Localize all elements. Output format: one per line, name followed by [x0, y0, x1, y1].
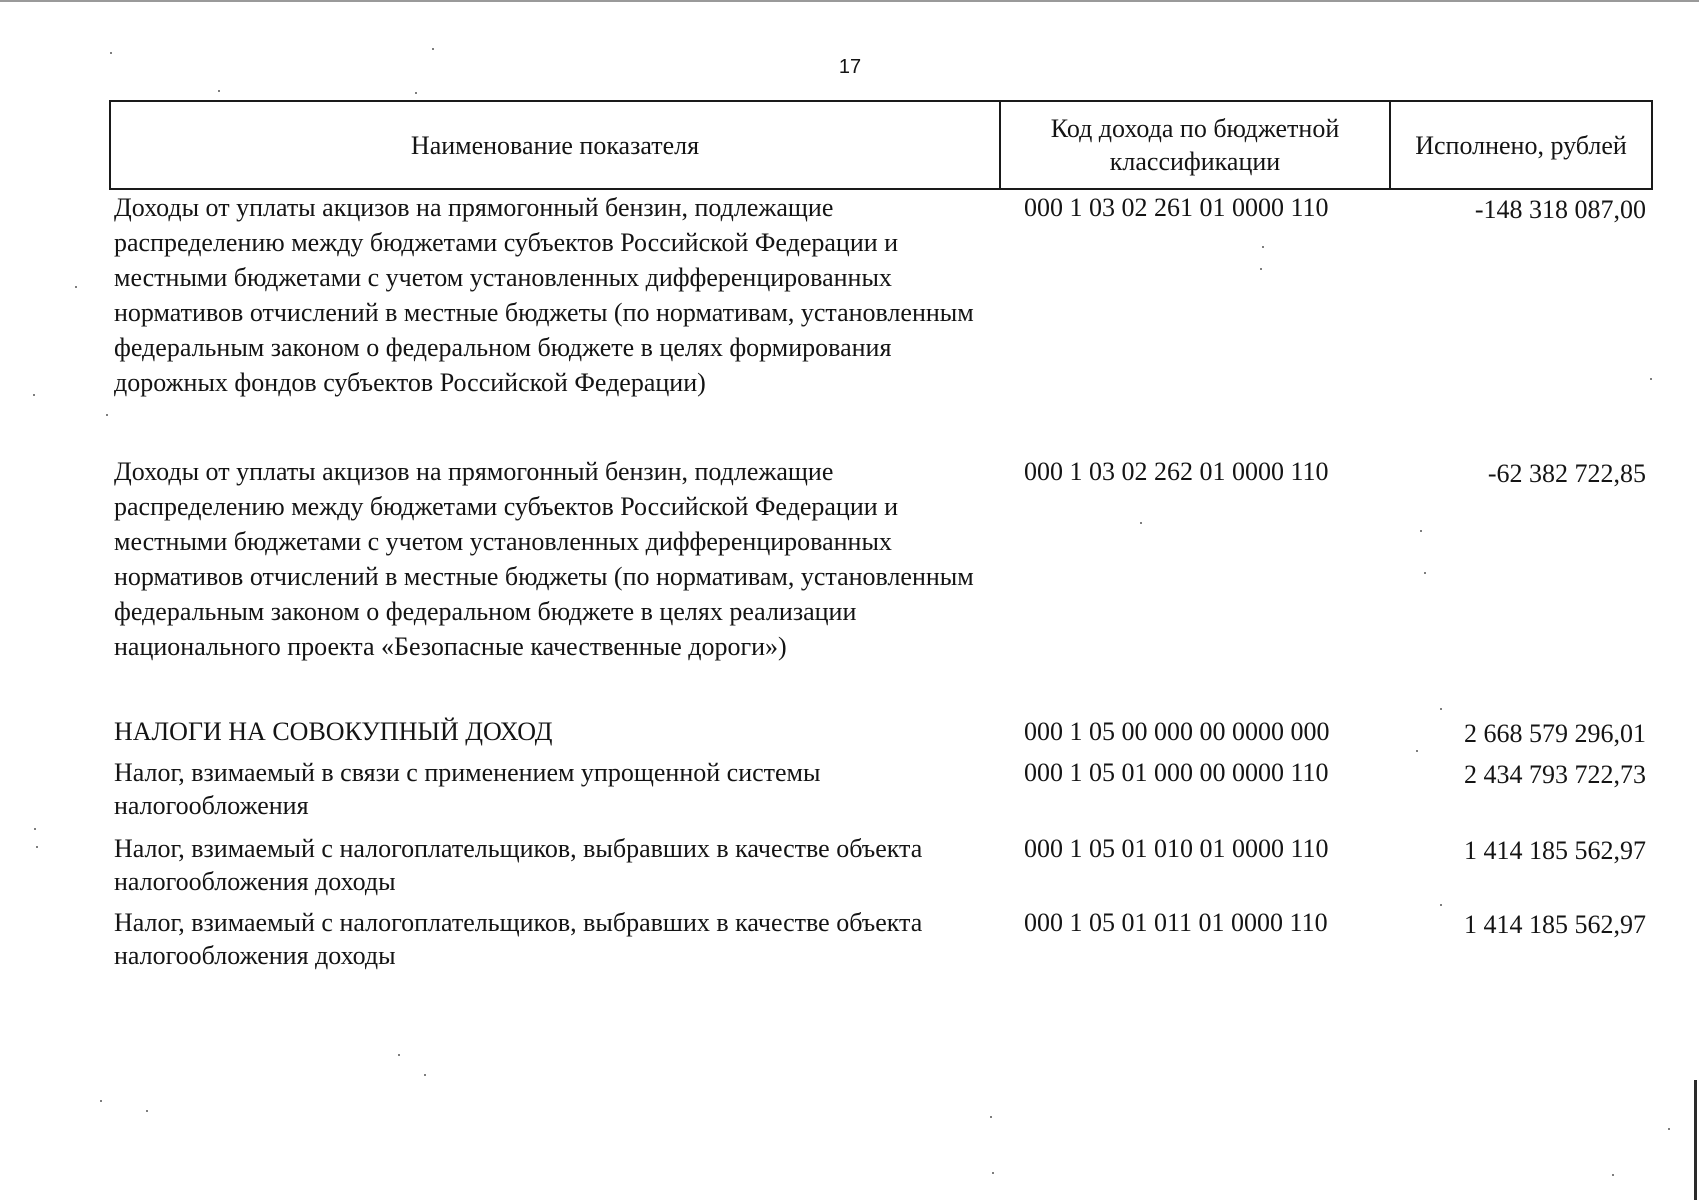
scan-speck [1262, 246, 1264, 248]
row-name: Налог, взимаемый в связи с применением упрощенной системы налогообложения [114, 758, 821, 820]
scan-right-border [1694, 1080, 1697, 1200]
row-amount: 2 434 793 722,73 [1464, 760, 1646, 789]
scan-speck [1420, 530, 1422, 532]
scan-speck [432, 48, 434, 50]
scan-speck [110, 52, 112, 54]
row-code: 000 1 05 01 010 01 0000 110 [1024, 834, 1329, 863]
scan-speck [1440, 708, 1442, 710]
scan-speck [75, 286, 77, 288]
row-code: 000 1 05 01 000 00 0000 110 [1024, 758, 1329, 787]
scan-speck [1260, 268, 1262, 270]
row-amount: -148 318 087,00 [1474, 195, 1646, 224]
header-name: Наименование показателя [111, 102, 1001, 188]
scan-speck [415, 92, 417, 94]
scan-top-border [0, 0, 1699, 2]
row-name: НАЛОГИ НА СОВОКУПНЫЙ ДОХОД [114, 717, 553, 746]
page-number: 17 [838, 56, 862, 78]
header-amount: Исполнено, рублей [1415, 130, 1627, 160]
scan-speck [1416, 750, 1418, 752]
scan-speck [36, 846, 38, 848]
header-code: Код дохода по бюджетной классификации [1001, 102, 1391, 188]
row-name: Налог, взимаемый с налогоплательщиков, выбравших в качестве объекта налогообложения доходы [114, 834, 923, 896]
row-name: Налог, взимаемый с налогоплательщиков, выбравших в качестве объекта налогообложения доходы [114, 908, 923, 970]
scan-speck [1612, 1174, 1614, 1176]
row-amount: 1 414 185 562,97 [1464, 836, 1646, 865]
scan-speck [1668, 1128, 1670, 1130]
row-amount: 2 668 579 296,01 [1464, 719, 1646, 748]
scan-speck [106, 414, 108, 416]
scan-speck [1424, 572, 1426, 574]
scan-speck [33, 394, 35, 396]
row-name: Доходы от уплаты акцизов на прямогонный бензин, подлежащие распределению между бюджетами субъектов Российской Федерации и местными бюджетами с учетом установленных дифференцированных нормативов отчислений в местные бюджеты (по нормативам, установленным федеральным законом о федеральном бюджете в целях формирования дорожных фондов субъектов Российской Федерации) [114, 193, 974, 397]
row-code: 000 1 03 02 262 01 0000 110 [1024, 457, 1329, 486]
row-code: 000 1 05 01 011 01 0000 110 [1024, 908, 1328, 937]
scan-speck [1650, 378, 1652, 380]
scan-speck [1140, 522, 1142, 524]
row-amount: -62 382 722,85 [1487, 459, 1646, 488]
scan-speck [218, 90, 220, 92]
row-amount: 1 414 185 562,97 [1464, 910, 1646, 939]
row-code: 000 1 03 02 261 01 0000 110 [1024, 193, 1329, 222]
scan-speck [146, 1110, 148, 1112]
table-header [109, 100, 1653, 190]
scan-speck [1440, 904, 1442, 906]
scan-speck [990, 1116, 992, 1118]
scan-speck [34, 828, 36, 830]
scan-speck [992, 1172, 994, 1174]
scan-speck [100, 1100, 102, 1102]
row-code: 000 1 05 00 000 00 0000 000 [1024, 717, 1330, 746]
scan-speck [398, 1054, 400, 1056]
row-name: Доходы от уплаты акцизов на прямогонный бензин, подлежащие распределению между бюджетами субъектов Российской Федерации и местными бюджетами с учетом установленных дифференцированных нормативов отчислений в местные бюджеты (по нормативам, установленным федеральным законом о федеральном бюджете в целях реализации национального проекта «Безопасные качественные дороги») [114, 457, 974, 661]
scan-speck [424, 1074, 426, 1076]
